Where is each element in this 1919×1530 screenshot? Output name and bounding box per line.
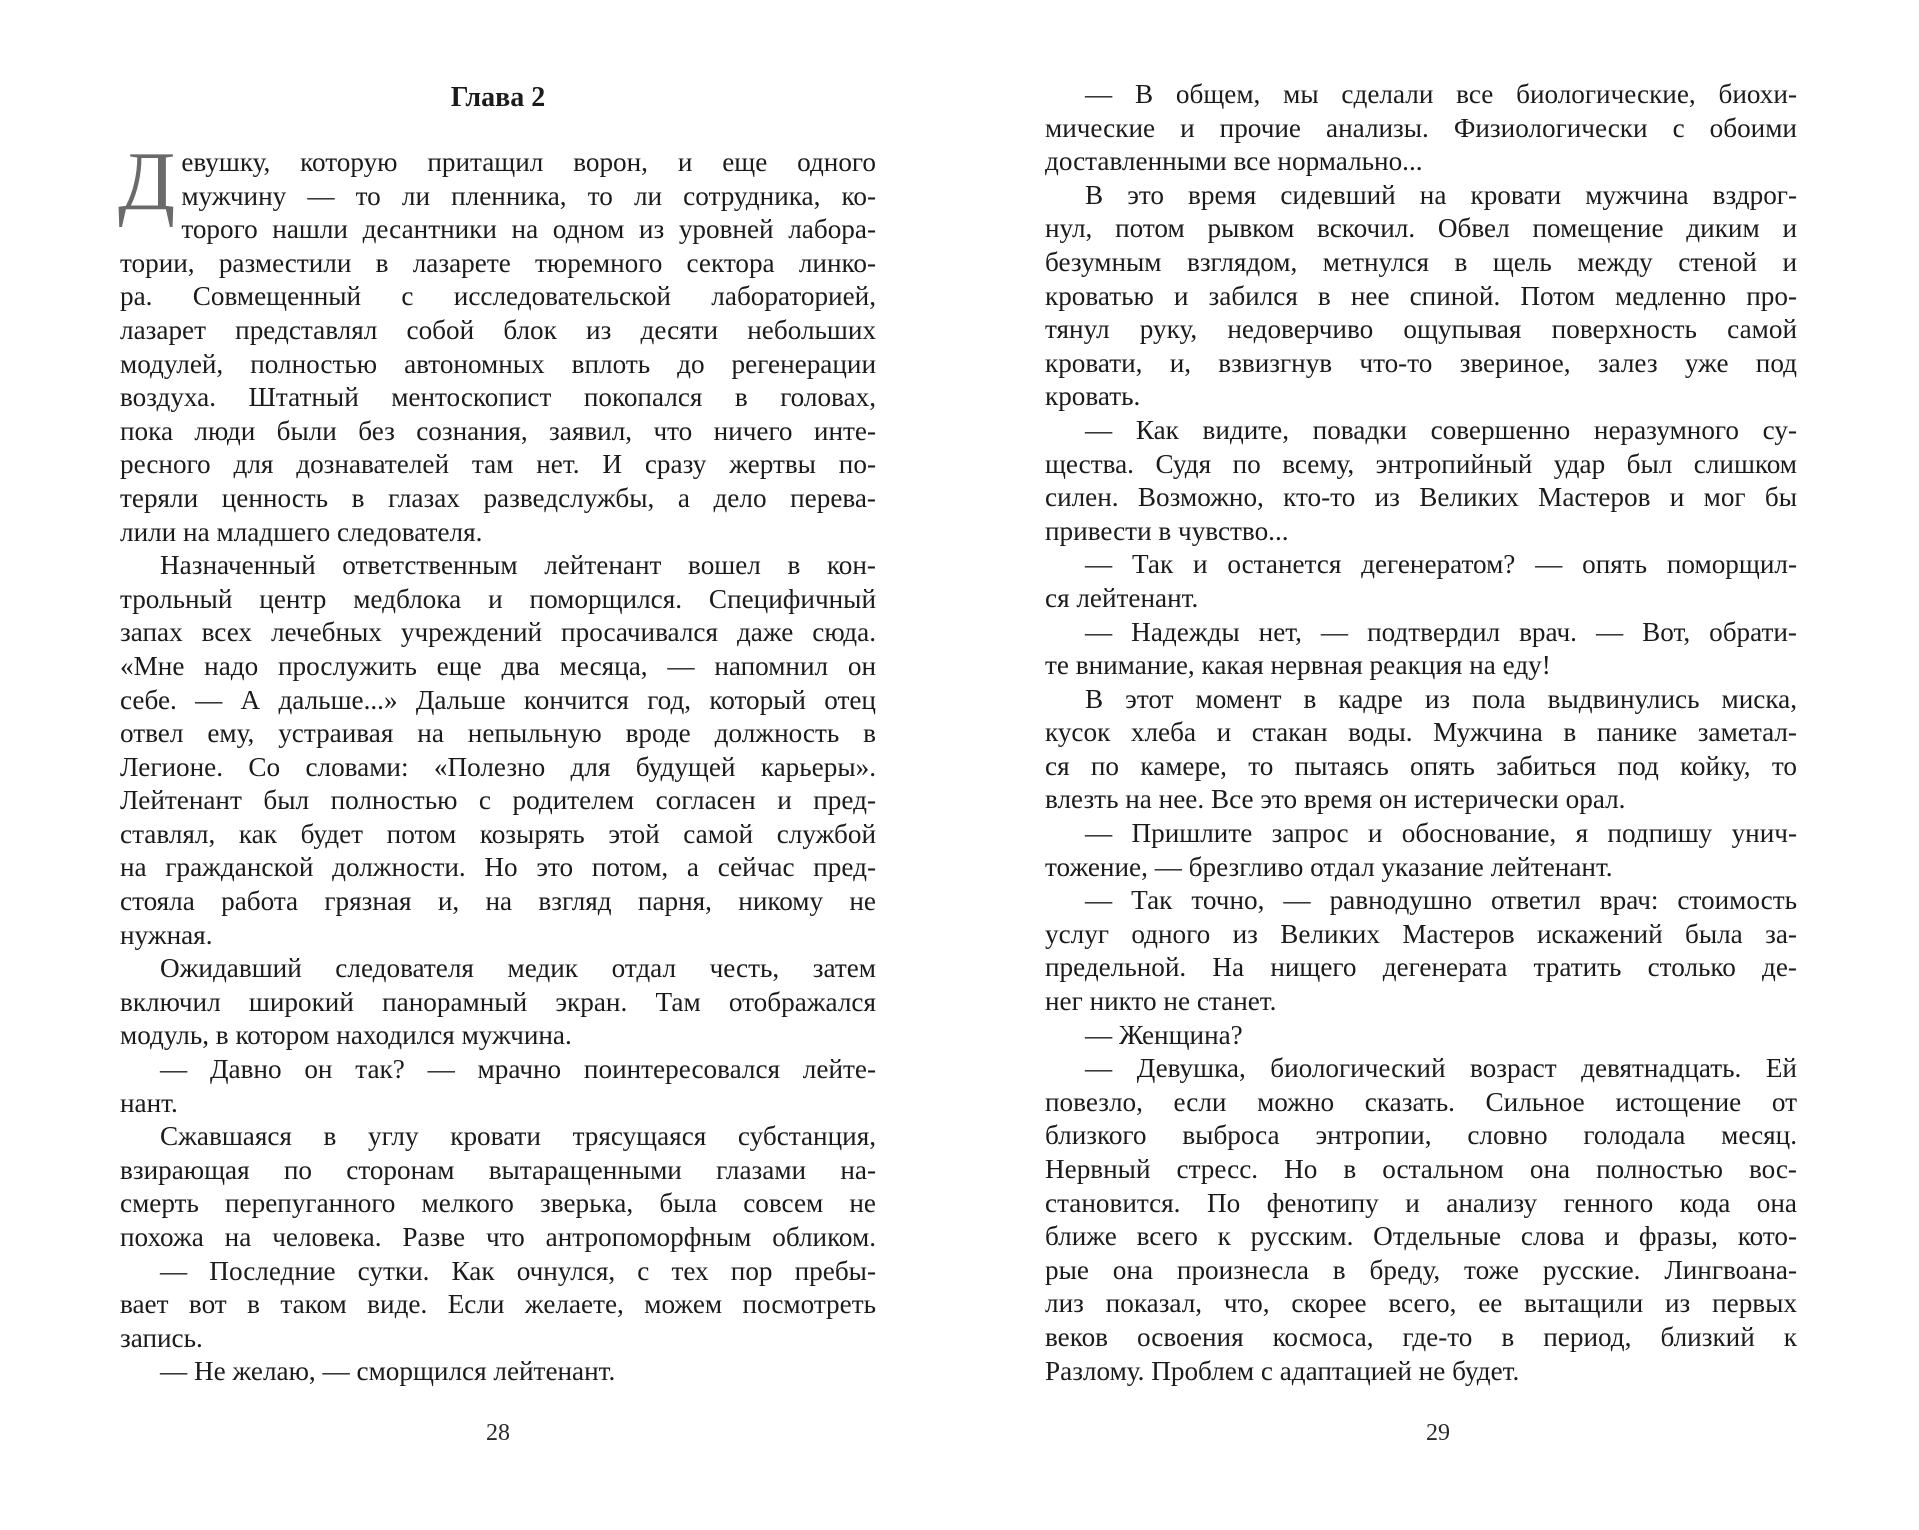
text-line bbox=[120, 1288, 876, 1322]
text-line bbox=[120, 717, 876, 751]
text-line bbox=[120, 213, 876, 247]
text-line bbox=[1045, 817, 1797, 851]
text-line-content: нужная. bbox=[120, 919, 213, 950]
text-line-content: лазарет представлял собой блок из десяти небольших bbox=[120, 314, 876, 345]
text-line-content: запах всех лечебных учреждений просачивался даже сюда. bbox=[120, 617, 876, 648]
text-line bbox=[120, 1019, 876, 1053]
text-line bbox=[1045, 582, 1797, 616]
text-line bbox=[120, 381, 876, 415]
text-line bbox=[1045, 481, 1797, 515]
text-line bbox=[1045, 683, 1797, 717]
text-line-content: торого нашли десантники на одном из уровней лабора- bbox=[181, 214, 876, 245]
text-line bbox=[120, 1053, 876, 1087]
text-line-content: услуг одного из Великих Мастеров искажений была за- bbox=[1045, 918, 1797, 949]
text-line bbox=[120, 986, 876, 1020]
text-line-content: включил широкий панорамный экран. Там отображался bbox=[120, 986, 876, 1017]
right-page-number: 29 bbox=[1426, 1420, 1450, 1446]
text-line-content: модуль, в котором находился мужчина. bbox=[120, 1020, 572, 1051]
text-line-content: запись. bbox=[120, 1322, 203, 1353]
text-line bbox=[120, 448, 876, 482]
text-line bbox=[1045, 280, 1797, 314]
text-line bbox=[120, 919, 876, 953]
text-line bbox=[120, 684, 876, 718]
text-line bbox=[1045, 1321, 1797, 1355]
text-line-content: рые она произнесла в бреду, тоже русские. Лингвоана- bbox=[1045, 1254, 1797, 1285]
text-line-content: силен. Возможно, кто-то из Великих Мастеров и мог бы bbox=[1045, 482, 1797, 513]
text-line-content: «Мне надо прослужить еще два месяца, — напомнил он bbox=[120, 650, 876, 681]
text-line-content: модулей, полностью автономных вплоть до регенерации bbox=[120, 348, 876, 379]
text-line-content: повезло, если можно сказать. Сильное истощение от bbox=[1045, 1086, 1797, 1117]
text-line bbox=[1045, 851, 1797, 885]
text-line-content: — Последние сутки. Как очнулся, с тех пор пребы- bbox=[160, 1255, 876, 1286]
text-line bbox=[1045, 1153, 1797, 1187]
text-line bbox=[120, 280, 876, 314]
text-line bbox=[1045, 548, 1797, 582]
text-line-content: лили на младшего следователя. bbox=[120, 516, 483, 547]
text-line-content: кроватью и забился в нее спиной. Потом медленно про- bbox=[1045, 280, 1797, 311]
text-line-content: веков освоения космоса, где-то в период, близкий к bbox=[1045, 1321, 1797, 1352]
text-line bbox=[120, 1120, 876, 1154]
text-line bbox=[1045, 951, 1797, 985]
text-line bbox=[120, 751, 876, 785]
text-line bbox=[120, 650, 876, 684]
text-line-content: доставленными все нормально... bbox=[1045, 146, 1423, 177]
text-line-content: вает вот в таком виде. Если желаете, можем посмотреть bbox=[120, 1289, 876, 1320]
text-line-content: предельной. На нищего дегенерата тратить столько де- bbox=[1045, 952, 1797, 983]
text-line-content: кусок хлеба и стакан воды. Мужчина в панике заметал- bbox=[1045, 717, 1797, 748]
text-line-content: близкого выброса энтропии, словно голодала месяц. bbox=[1045, 1120, 1797, 1151]
text-line bbox=[1045, 1052, 1797, 1086]
text-line bbox=[1045, 1220, 1797, 1254]
text-line bbox=[120, 1355, 876, 1389]
text-line bbox=[120, 1087, 876, 1121]
text-line bbox=[1045, 448, 1797, 482]
text-line-content: теряли ценность в глазах разведслужбы, а дело перева- bbox=[120, 482, 876, 513]
text-line-content: Лейтенант был полностью с родителем согласен и пред- bbox=[120, 785, 876, 816]
text-line bbox=[1045, 380, 1797, 414]
text-line-content: кровати, и, взвизгнув что-то звериное, залез уже под bbox=[1045, 347, 1797, 378]
text-line bbox=[1045, 884, 1797, 918]
text-line-content: — Пришлите запрос и обоснование, я подпишу унич- bbox=[1085, 818, 1797, 849]
text-line bbox=[120, 314, 876, 348]
text-line-content: — Как видите, повадки совершенно неразумного су- bbox=[1085, 414, 1797, 445]
left-page-text bbox=[118, 135, 876, 1389]
text-line-content: ресного для дознавателей там нет. И сразу жертвы по- bbox=[120, 449, 876, 480]
text-line-content: нант. bbox=[120, 1087, 178, 1118]
text-line bbox=[1045, 212, 1797, 246]
text-line-content: — Женщина? bbox=[1085, 1019, 1243, 1050]
text-line bbox=[1045, 78, 1797, 112]
text-line-content: трольный центр медблока и поморщился. Специфичный bbox=[120, 583, 876, 614]
text-line-content: ближе всего к русским. Отдельные слова и фразы, кото- bbox=[1045, 1221, 1797, 1252]
text-line-content: Нервный стресс. Но в остальном она полностью вос- bbox=[1045, 1154, 1797, 1184]
text-line bbox=[120, 1221, 876, 1255]
text-line-content: — Девушка, биологический возраст девятнадцать. Ей bbox=[1085, 1053, 1797, 1084]
text-line-content: тянул руку, недоверчиво ощупывая поверхность самой bbox=[1045, 314, 1797, 345]
text-line-content: ставлял, как будет потом козырять этой самой службой bbox=[120, 818, 876, 849]
chapter-title: Глава 2 bbox=[450, 82, 546, 113]
text-line-content: В этот момент в кадре из пола выдвинулись миска, bbox=[1085, 683, 1797, 714]
text-line-content: становится. По фенотипу и анализу генного кода она bbox=[1045, 1187, 1797, 1218]
text-line-content: мические и прочие анализы. Физиологически с обоими bbox=[1045, 112, 1797, 143]
text-line bbox=[1045, 716, 1797, 750]
text-line-content: ся по камере, то пытаясь опять забиться под койку, то bbox=[1045, 750, 1797, 781]
text-line-content: — Не желаю, — сморщился лейтенант. bbox=[160, 1356, 616, 1387]
text-line bbox=[120, 784, 876, 818]
text-line bbox=[120, 247, 876, 281]
text-line bbox=[120, 952, 876, 986]
text-line bbox=[1045, 145, 1797, 179]
text-line-content: те внимание, какая нервная реакция на еду! bbox=[1045, 650, 1551, 681]
text-line-content: привести в чувство... bbox=[1045, 515, 1289, 546]
text-line-content: ра. Совмещенный с исследовательской лабораторией, bbox=[120, 281, 876, 312]
dropcap-letter: Д bbox=[118, 135, 176, 228]
text-line-content: на гражданской должности. Но это потом, а сейчас пред- bbox=[120, 852, 876, 883]
text-line-content: евушку, которую притащил ворон, и еще одного bbox=[181, 147, 876, 177]
text-line bbox=[120, 583, 876, 617]
text-line bbox=[120, 1322, 876, 1356]
text-line bbox=[120, 1154, 876, 1188]
text-line bbox=[1045, 515, 1797, 549]
text-line bbox=[1045, 783, 1797, 817]
text-line bbox=[1045, 649, 1797, 683]
text-line bbox=[1045, 1287, 1797, 1321]
text-line-content: — Давно он так? — мрачно поинтересовался лейте- bbox=[160, 1054, 876, 1085]
text-line bbox=[120, 146, 876, 180]
text-line-content: нег никто не станет. bbox=[1045, 986, 1277, 1017]
text-line bbox=[120, 482, 876, 516]
text-line-content: воздуха. Штатный ментоскопист покопался в головах, bbox=[120, 382, 876, 413]
text-line-content: — В общем, мы сделали все биологические, биохи- bbox=[1085, 79, 1797, 109]
text-line-content: Сжавшаяся в углу кровати трясущаяся субстанция, bbox=[160, 1121, 876, 1152]
text-line-content: отвел ему, устраивая на непыльную вроде должность в bbox=[120, 718, 876, 749]
text-line-content: взирающая по сторонам вытаращенными глазами на- bbox=[120, 1154, 876, 1185]
text-line-content: — Так точно, — равнодушно ответил врач: стоимость bbox=[1085, 885, 1797, 916]
text-line-content: безумным взглядом, метнулся в щель между стеной и bbox=[1045, 246, 1797, 277]
text-line-content: — Так и останется дегенератом? — опять поморщил- bbox=[1085, 549, 1797, 580]
text-line bbox=[120, 549, 876, 583]
text-line bbox=[120, 1255, 876, 1289]
text-line bbox=[1045, 1187, 1797, 1221]
text-line bbox=[120, 1187, 876, 1221]
text-line-content: — Надежды нет, — подтвердил врач. — Вот, обрати- bbox=[1085, 616, 1797, 647]
text-line-content: Легионе. Со словами: «Полезно для будущей карьеры». bbox=[120, 751, 876, 782]
text-line bbox=[1045, 1019, 1797, 1053]
text-line bbox=[120, 818, 876, 852]
text-line bbox=[120, 516, 876, 550]
text-line bbox=[1045, 1254, 1797, 1288]
text-line bbox=[1045, 347, 1797, 381]
left-page-number: 28 bbox=[486, 1420, 510, 1446]
text-line bbox=[1045, 1355, 1797, 1389]
text-line-content: лиз показал, что, скорее всего, ее вытащили из первых bbox=[1045, 1288, 1797, 1319]
text-line-content: себе. — А дальше...» Дальше кончится год, который отец bbox=[120, 684, 876, 715]
text-line-content: пока люди были без сознания, заявил, что ничего инте- bbox=[120, 415, 876, 446]
text-line-content: мужчину — то ли пленника, то ли сотрудника, ко- bbox=[181, 180, 876, 211]
text-line-content: похожа на человека. Разве что антропоморфным обликом. bbox=[120, 1222, 876, 1252]
text-line-content: нул, потом рывком вскочил. Обвел помещение диким и bbox=[1045, 213, 1797, 244]
text-line bbox=[1045, 750, 1797, 784]
text-line-content: Ожидавший следователя медик отдал честь, затем bbox=[160, 953, 876, 984]
text-line bbox=[120, 415, 876, 449]
text-line bbox=[120, 885, 876, 919]
text-line-content: В это время сидевший на кровати мужчина вздрог- bbox=[1085, 179, 1797, 210]
text-line bbox=[120, 348, 876, 382]
right-page-text bbox=[1045, 78, 1797, 1388]
text-line bbox=[120, 851, 876, 885]
text-line bbox=[1045, 246, 1797, 280]
text-line-content: Назначенный ответственным лейтенант вошел в кон- bbox=[160, 550, 876, 581]
text-line bbox=[1045, 985, 1797, 1019]
text-line bbox=[1045, 179, 1797, 213]
text-line bbox=[120, 180, 876, 214]
text-line bbox=[1045, 1119, 1797, 1153]
text-line bbox=[1045, 616, 1797, 650]
text-line-content: Разлому. Проблем с адаптацией не будет. bbox=[1045, 1355, 1520, 1386]
text-line-content: смерть перепуганного мелкого зверька, была совсем не bbox=[120, 1188, 876, 1219]
right-page bbox=[960, 0, 1919, 1530]
text-line bbox=[120, 616, 876, 650]
text-line-content: кровать. bbox=[1045, 381, 1141, 412]
text-line-content: стояла работа грязная и, на взгляд парня, никому не bbox=[120, 886, 876, 917]
text-line-content: щества. Судя по всему, энтропийный удар был слишком bbox=[1045, 448, 1797, 479]
text-line bbox=[1045, 1086, 1797, 1120]
text-line bbox=[1045, 414, 1797, 448]
text-line-content: ся лейтенант. bbox=[1045, 582, 1199, 613]
text-line-content: влезть на нее. Все это время он истерически орал. bbox=[1045, 784, 1626, 815]
text-line bbox=[1045, 112, 1797, 146]
text-line bbox=[1045, 313, 1797, 347]
text-line bbox=[1045, 918, 1797, 952]
text-line-content: тории, разместили в лазарете тюремного сектора линко- bbox=[120, 247, 876, 278]
text-line-content: тожение, — брезгливо отдал указание лейтенант. bbox=[1045, 851, 1613, 882]
